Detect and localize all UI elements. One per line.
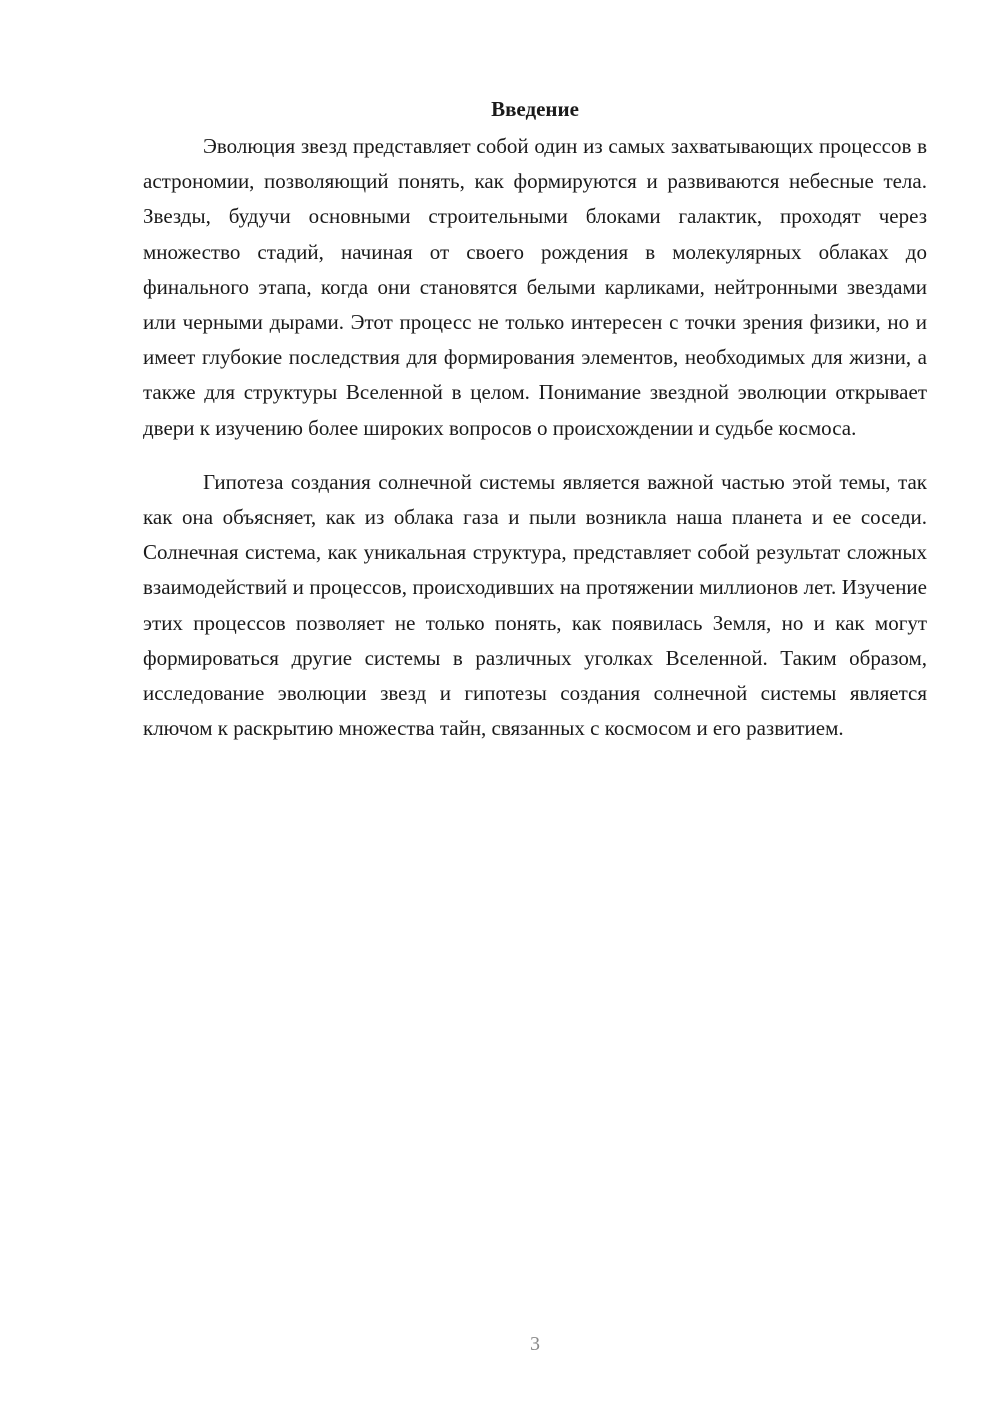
page-number: 3 bbox=[530, 1333, 540, 1355]
paragraph-2: Гипотеза создания солнечной системы является важной частью этой темы, так как она объясняет, как из облака газа и пыли возникла наша планета и ее соседи. Солнечная система, как уникальная структура, представляет собой результат сложных взаимодействий и процессов, происходивших на протяжении миллионов лет. Изучение этих процессов позволяет не только понять, как появилась Земля, но и как могут формироваться другие системы в различных уголках Вселенной. Таким образом, исследование эволюции звезд и гипотезы создания солнечной системы является ключом к раскрытию множества тайн, связанных с космосом и его развитием. bbox=[143, 469, 927, 741]
paragraph-1: Эволюция звезд представляет собой один из самых захватывающих процессов в астрономии, позволяющий понять, как формируются и развиваются небесные тела. Звезды, будучи основными строительными блоками галактик, проходят через множество стадий, начиная от своего рождения в молекулярных облаках до финального этапа, когда они становятся белыми карликами, нейтронными звездами или черными дырами. Этот процесс не только интересен с точки зрения физики, но и имеет глубокие последствия для формирования элементов, необходимых для жизни, а также для структуры Вселенной в целом. Понимание звездной эволюции открывает двери к изучению более широких вопросов о происхождении и судьбе космоса. bbox=[143, 134, 927, 440]
section-title: Введение bbox=[491, 97, 579, 121]
page-content bbox=[143, 92, 927, 746]
